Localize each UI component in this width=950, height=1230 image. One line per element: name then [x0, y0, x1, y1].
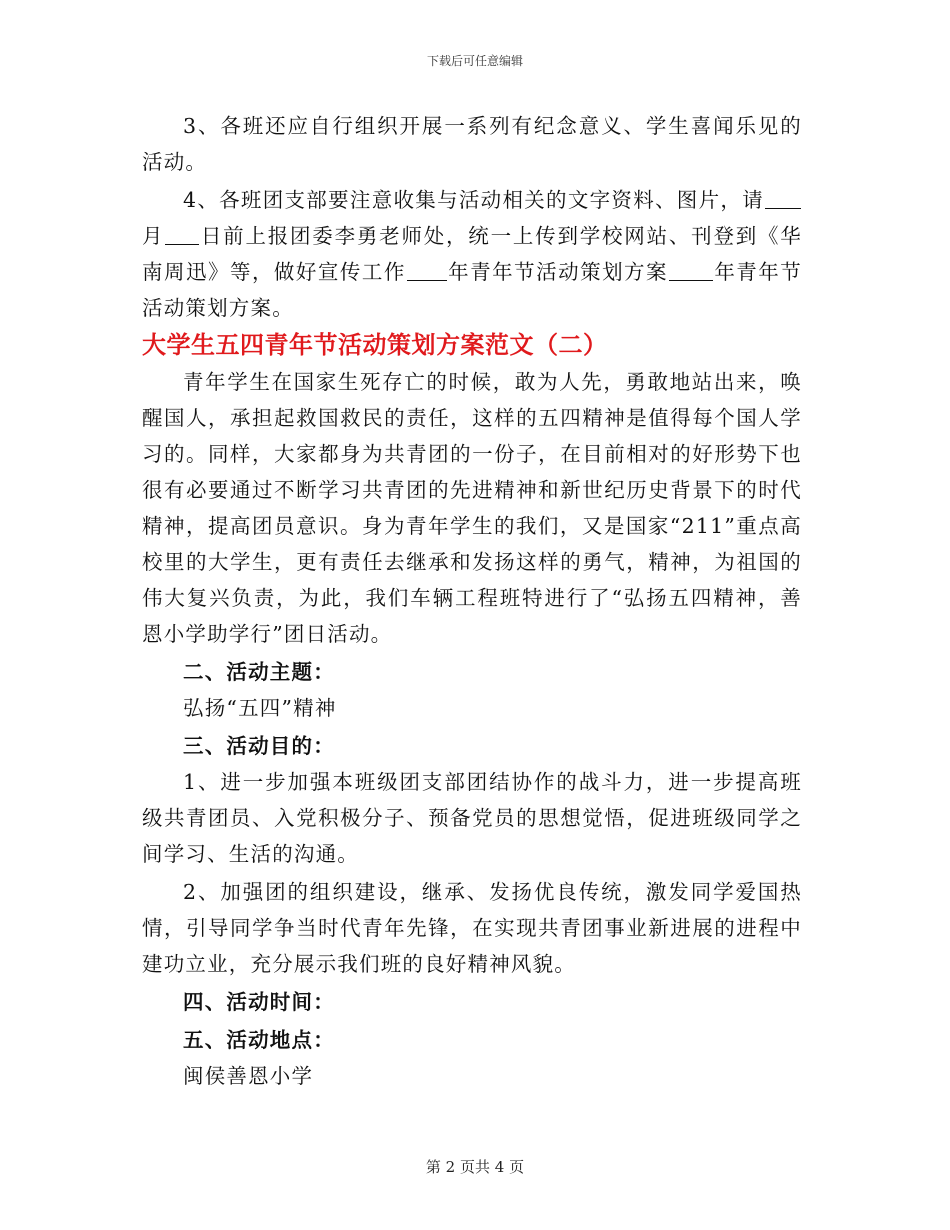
p4-text-e: 年青年节活动策划方案。	[142, 260, 802, 320]
heading-location: 五、活动地点：	[183, 1028, 335, 1052]
blank-underline	[765, 188, 801, 209]
location-text: 闽侯善恩小学	[183, 1064, 314, 1088]
purpose-item-2: 2、加强团的组织建设，继承、发扬优良传统，激发同学爱国热情，引导同学争当时代青年先锋，在实现共青团事业新进展的进程中建功立业，充分展示我们班的良好精神风貌。	[142, 880, 802, 976]
heading-theme: 二、活动主题：	[183, 660, 335, 684]
theme-text: 弘扬“五四”精神	[183, 696, 337, 720]
p4-text-d: 年青年节活动策划方案	[447, 260, 669, 284]
heading-purpose: 三、活动目的：	[183, 734, 335, 758]
p4-text-c: 日前上报团委李勇老师处，统一上传到学校网站、刊登到《华南周迅》等，做好宣传工作	[142, 224, 803, 284]
blank-underline	[165, 224, 199, 245]
purpose-item-1: 1、进一步加强本班级团支部团结协作的战斗力，进一步提高班级共青团员、入党积极分子、预备党员的思想觉悟，促进班级同学之间学习、生活的沟通。	[142, 770, 802, 866]
page-header: 下载后可任意编辑	[426, 54, 523, 68]
intro-paragraph: 青年学生在国家生死存亡的时候，敢为人先，勇敢地站出来，唤醒国人，承担起救国救民的责任，这样的五四精神是值得每个国人学习的。同样，大家都身为共青团的一份子，在目前相对的好形势下也很有必要通过不断学习共青团的先进精神和新世纪历史背景下的时代精神，提高团员意识。身为青年学生的我们，又是国家“211”重点高校里的大学生，更有责任去继承和发扬这样的勇气，精神，为祖国的伟大复兴负责，为此，我们车辆工程班特进行了“弘扬五四精神，善恩小学助学行”团日活动。	[142, 370, 802, 646]
p4-text-a: 4、各班团支部要注意收集与活动相关的文字资料、图片，请	[183, 188, 764, 212]
document-body	[142, 108, 802, 1094]
page-footer: 第 2 页共 4 页	[425, 1158, 525, 1176]
section-title: 大学生五四青年节活动策划方案范文（二）	[142, 330, 608, 359]
p4-text-b: 月	[142, 224, 165, 248]
paragraph-item-3: 3、各班还应自行组织开展一系列有纪念意义、学生喜闻乐见的活动。	[142, 114, 802, 174]
paragraph-item-4	[142, 182, 802, 326]
blank-underline	[407, 260, 447, 281]
heading-time: 四、活动时间：	[183, 990, 335, 1014]
blank-underline	[669, 260, 713, 281]
